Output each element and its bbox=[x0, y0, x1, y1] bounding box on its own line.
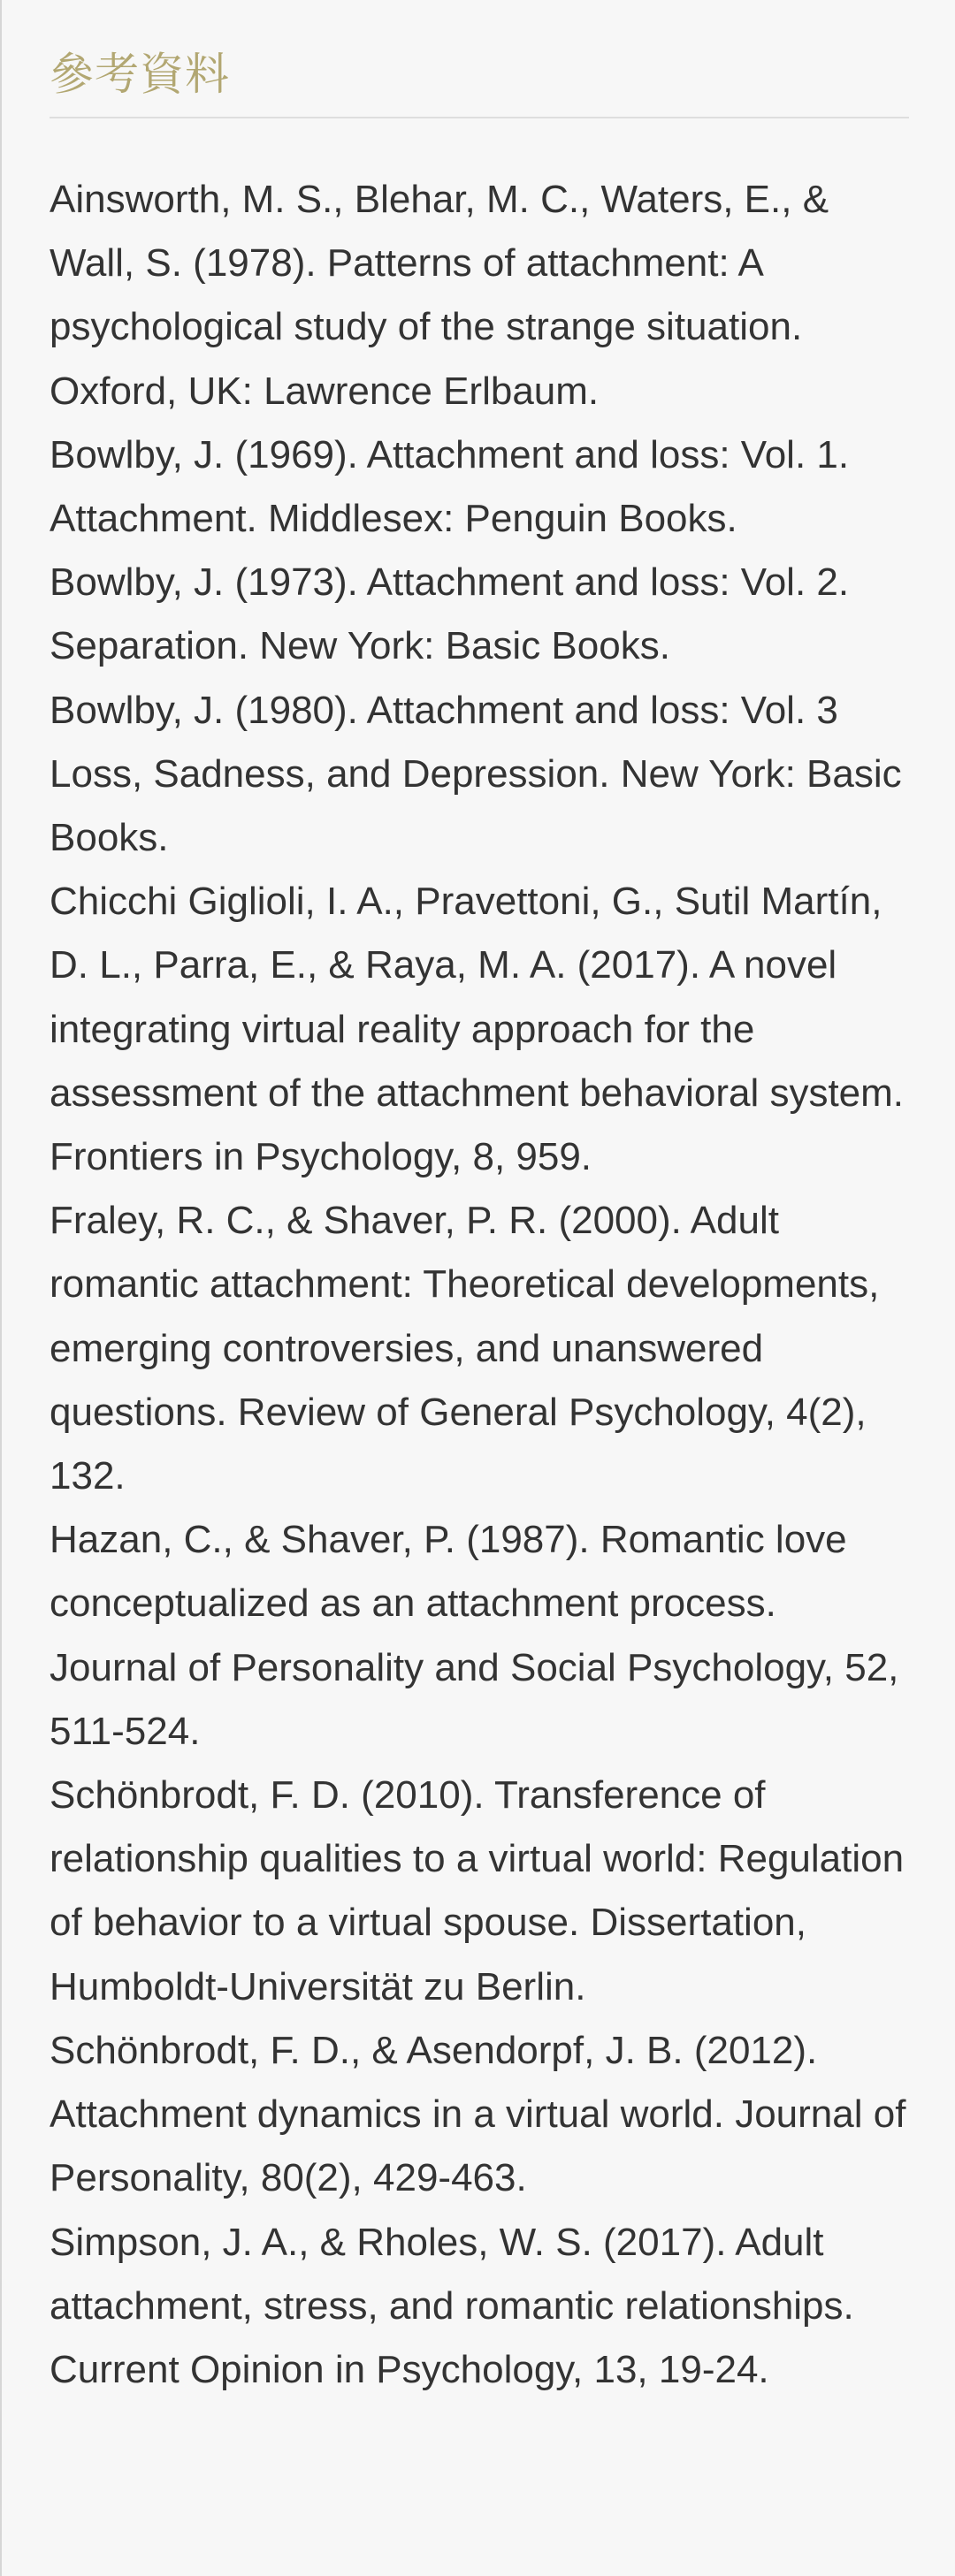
reference-item: Bowlby, J. (1969). Attachment and loss: Vol. 1. Attachment. Middlesex: Penguin Books. bbox=[50, 432, 850, 541]
reference-item: Simpson, J. A., & Rholes, W. S. (2017). Adult attachment, stress, and romantic relationships. Current Opinion in Psychology, 13, 19-24. bbox=[50, 2220, 854, 2391]
reference-item: Schönbrodt, F. D., & Asendorpf, J. B. (2012). Attachment dynamics in a virtual world. Journal of Personality, 80(2), 429-463. bbox=[50, 2028, 906, 2200]
references-section bbox=[50, 39, 909, 2402]
reference-item: Hazan, C., & Shaver, P. (1987). Romantic love conceptualized as an attachment process. Journal of Personality and Social Psychology, 52, 511-524. bbox=[50, 1518, 899, 1753]
reference-item: Ainsworth, M. S., Blehar, M. C., Waters, E., & Wall, S. (1978). Patterns of attachment: A psychological study of the strange situation. Oxford, UK: Lawrence Erlbaum. bbox=[50, 178, 829, 413]
reference-item: Bowlby, J. (1973). Attachment and loss: Vol. 2. Separation. New York: Basic Books. bbox=[50, 560, 850, 668]
reference-item: Fraley, R. C., & Shaver, P. R. (2000). Adult romantic attachment: Theoretical developments, emerging controversies, and unanswered questions. Review of General Psychology, 4(2), 132. bbox=[50, 1199, 880, 1498]
reference-item: Schönbrodt, F. D. (2010). Transference of relationship qualities to a virtual world: Regulation of behavior to a virtual spouse. Dissertation, Humboldt-Universität zu Berlin. bbox=[50, 1773, 905, 2008]
title-divider bbox=[50, 117, 909, 118]
reference-item: Bowlby, J. (1980). Attachment and loss: Vol. 3 Loss, Sadness, and Depression. New York: Basic Books. bbox=[50, 688, 902, 860]
reference-item: Chicchi Giglioli, I. A., Pravettoni, G., Sutil Martín, D. L., Parra, E., & Raya, M. A. (2017). A novel integrating virtual reality approach for the assessment of the attachment behavioral system. Frontiers in Psychology, 8, 959. bbox=[50, 880, 905, 1179]
reference-list bbox=[50, 168, 909, 2402]
section-title: 參考資料 bbox=[50, 49, 230, 100]
